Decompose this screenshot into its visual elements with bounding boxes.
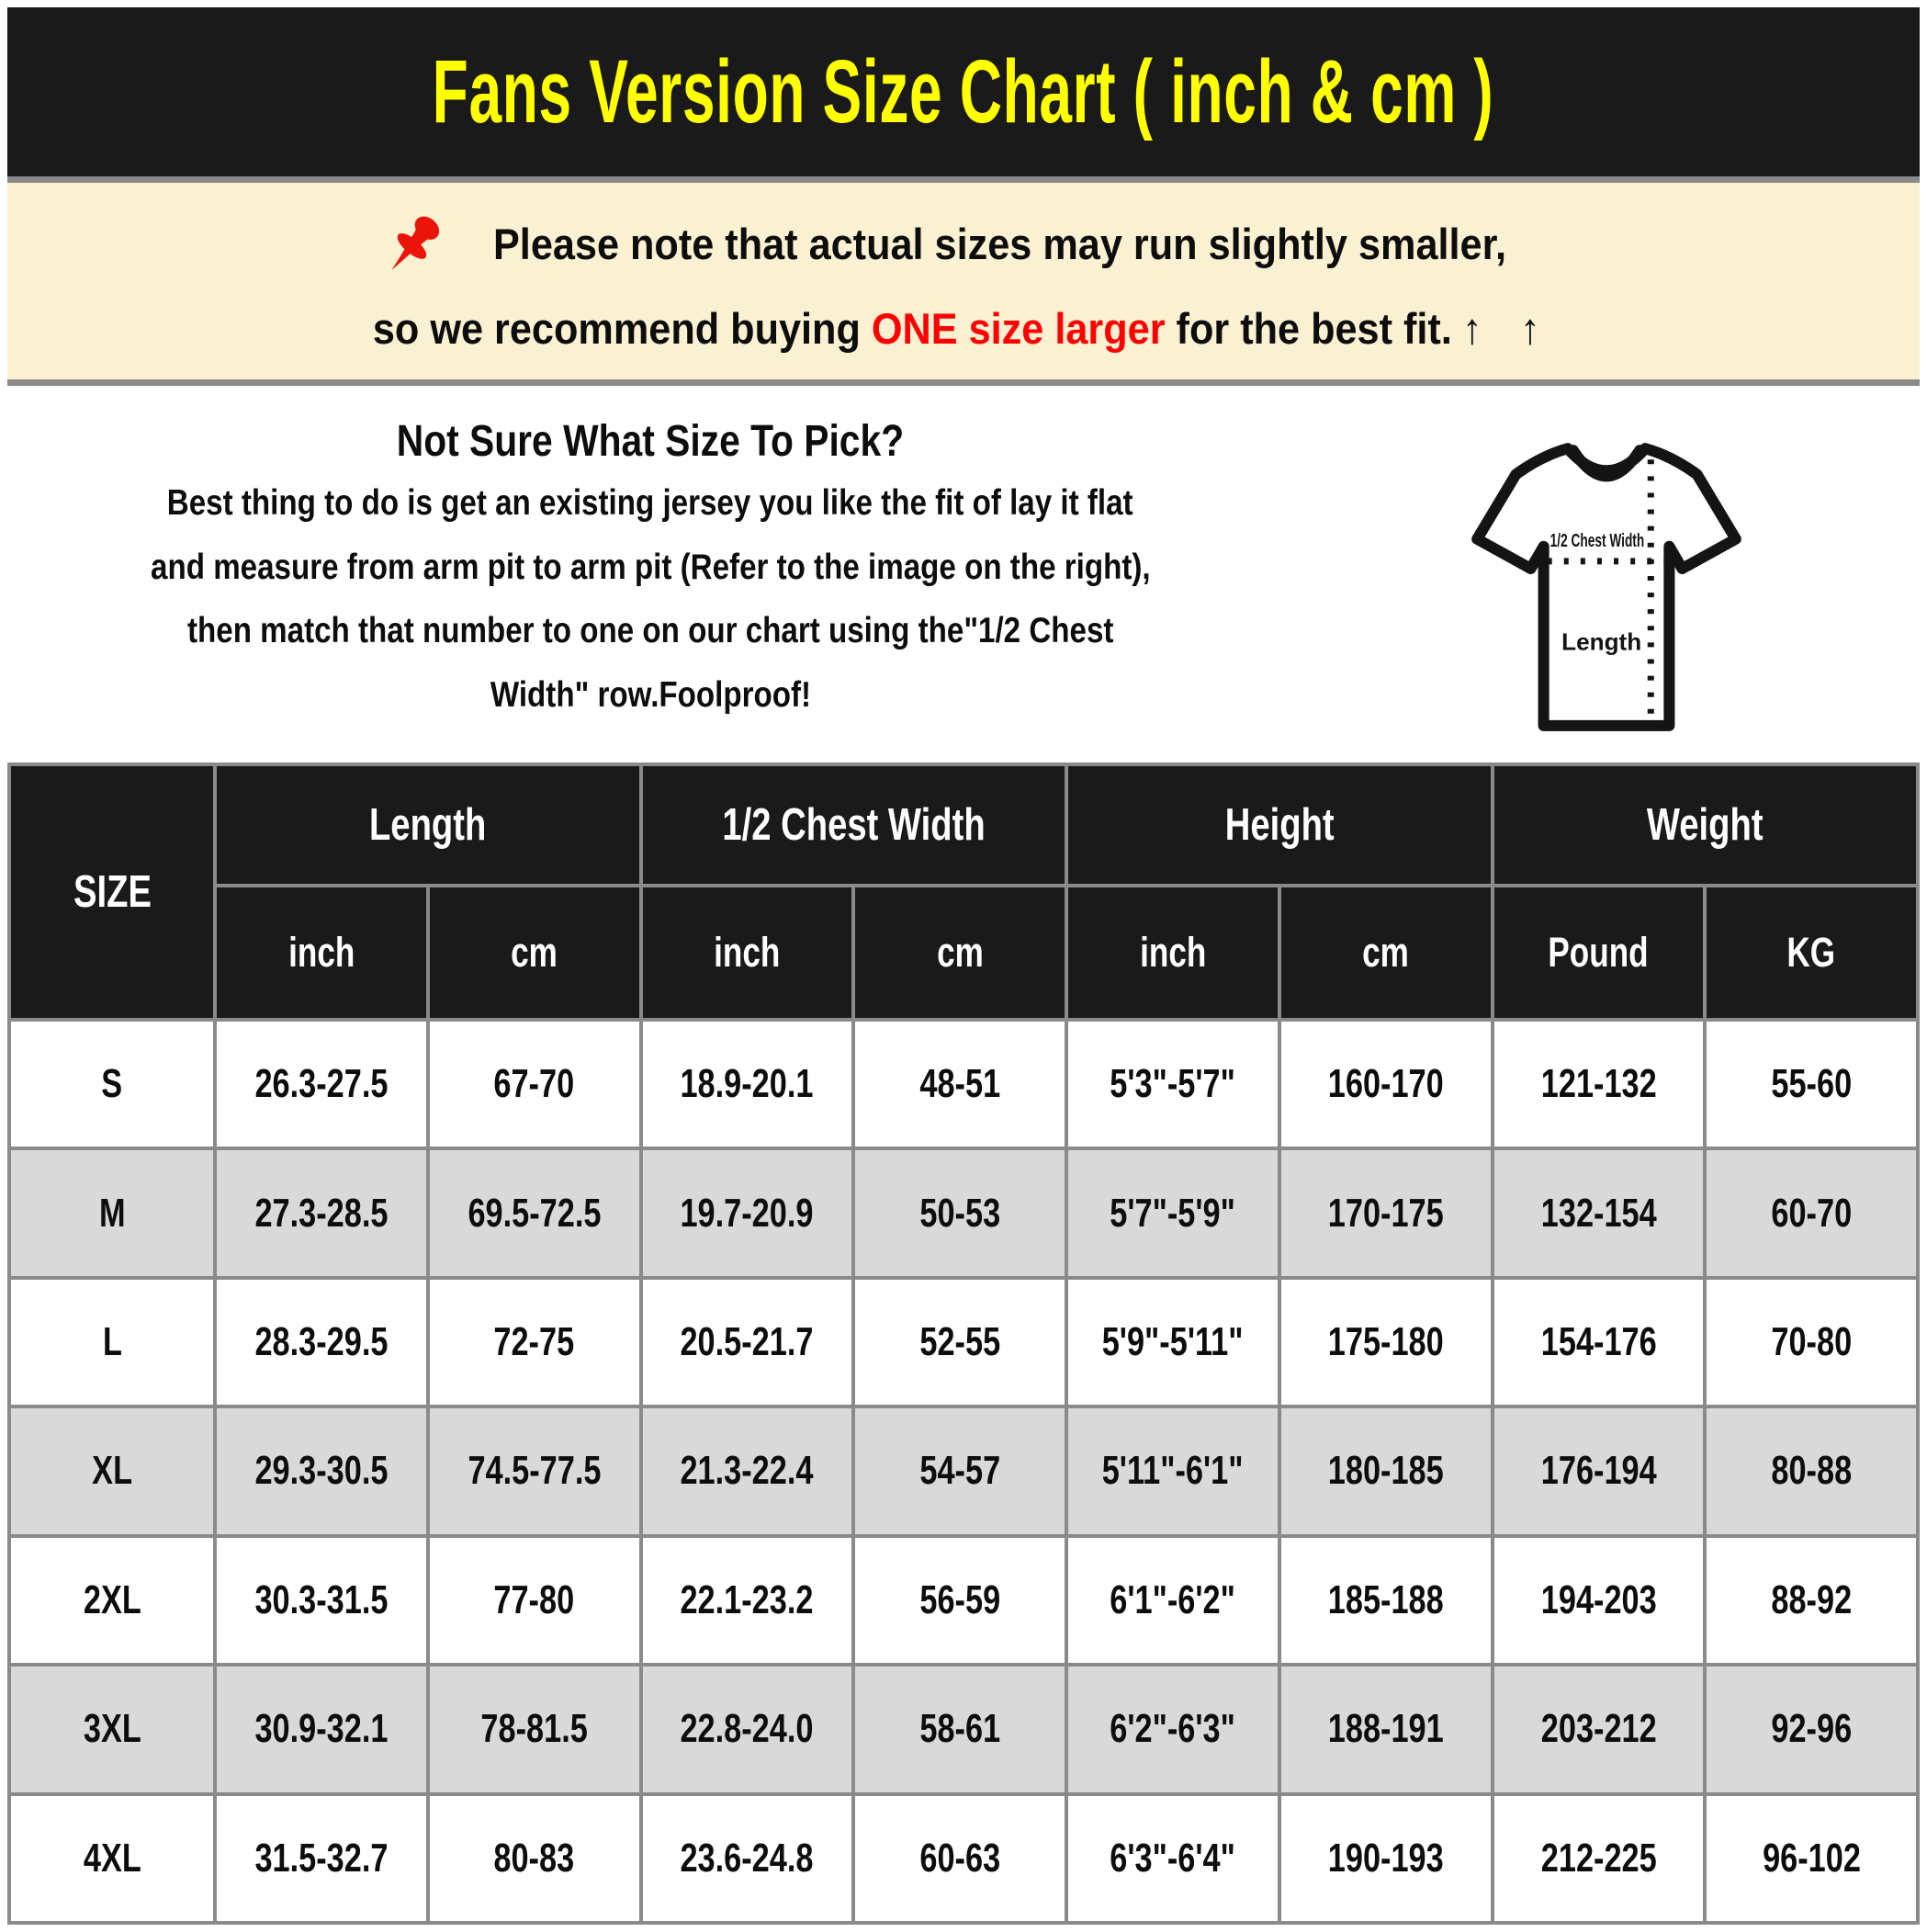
- cell-text: 22.8-24.0: [680, 1706, 814, 1752]
- unit-header-chest-inch: [641, 886, 854, 1020]
- value-cell: [853, 1020, 1066, 1148]
- column-group-label: 1/2 Chest Width: [722, 800, 986, 850]
- cell-text: 180-185: [1327, 1448, 1444, 1494]
- value-cell: [641, 1665, 854, 1793]
- value-cell: [1493, 1020, 1706, 1148]
- cell-text: 3XL: [83, 1706, 141, 1752]
- guide-heading-line: [352, 413, 949, 470]
- value-cell: [1279, 1407, 1493, 1535]
- cell-text: 190-193: [1327, 1835, 1444, 1881]
- value-cell: [1705, 1665, 1918, 1793]
- table-row: [9, 1665, 1918, 1793]
- size-guide-section: [7, 386, 1920, 763]
- cell-text: 70-80: [1771, 1319, 1853, 1365]
- cell-text: 4XL: [83, 1835, 141, 1881]
- unit-header-length-inch: [215, 886, 428, 1020]
- cell-text: 30.3-31.5: [254, 1576, 389, 1622]
- separator: [7, 176, 1920, 183]
- cell-text: 55-60: [1771, 1061, 1853, 1107]
- group-header-row: [9, 764, 1918, 886]
- cell-text: 80-88: [1771, 1448, 1853, 1494]
- column-group-height: [1066, 764, 1493, 886]
- unit-label: KG: [1786, 929, 1836, 976]
- cell-text: 5'3"-5'7": [1110, 1061, 1236, 1107]
- value-cell: [428, 1020, 641, 1148]
- cell-text: 160-170: [1327, 1061, 1444, 1107]
- value-cell: [1705, 1278, 1918, 1407]
- size-table-body: [9, 1020, 1918, 1923]
- value-cell: [853, 1665, 1066, 1793]
- tshirt-diagram: [1293, 413, 1920, 763]
- unit-header-height-cm: [1279, 886, 1493, 1020]
- cell-text: 176-194: [1540, 1448, 1657, 1494]
- value-cell: [1493, 1278, 1706, 1407]
- unit-label: inch: [287, 929, 355, 976]
- size-table-section: [7, 763, 1920, 1925]
- cell-text: 6'1"-6'2": [1110, 1576, 1236, 1622]
- cell-text: 6'3"-6'4": [1110, 1835, 1236, 1881]
- cell-text: 194-203: [1540, 1576, 1657, 1622]
- cell-text: 23.6-24.8: [680, 1835, 814, 1881]
- page-title: Fans Version Size Chart ( inch & cm ): [433, 41, 1494, 141]
- guide-line-text: Best thing to do is get an existing jersey you like the fit of lay it flat: [167, 483, 1133, 524]
- guide-line-text: then match that number to one on our chart using the"1/2 Chest: [186, 611, 1114, 651]
- value-cell: [1705, 1794, 1918, 1923]
- cell-text: 48-51: [919, 1061, 1001, 1107]
- value-cell: [1493, 1407, 1706, 1535]
- value-cell: [1705, 1148, 1918, 1277]
- cell-text: 58-61: [919, 1706, 1001, 1752]
- cell-text: 21.3-22.4: [680, 1448, 814, 1494]
- value-cell: [641, 1407, 854, 1535]
- cell-text: 69.5-72.5: [468, 1190, 602, 1236]
- cell-text: 185-188: [1327, 1576, 1444, 1622]
- unit-label: cm: [511, 929, 558, 976]
- cell-text: 175-180: [1327, 1319, 1444, 1365]
- tshirt-icon: [1459, 421, 1754, 744]
- size-cell: [9, 1407, 215, 1535]
- value-cell: [215, 1148, 428, 1277]
- cell-text: 31.5-32.7: [254, 1835, 389, 1881]
- table-row: [9, 1278, 1918, 1407]
- column-group-weight: [1493, 764, 1919, 886]
- value-cell: [428, 1794, 641, 1923]
- separator: [7, 379, 1920, 386]
- size-cell: [9, 1794, 215, 1923]
- value-cell: [1279, 1665, 1493, 1793]
- cell-text: 67-70: [493, 1061, 575, 1107]
- value-cell: [1493, 1665, 1706, 1793]
- note-text-2-prefix: so we recommend buying: [373, 303, 873, 353]
- cell-text: 74.5-77.5: [468, 1448, 602, 1494]
- guide-heading: Not Sure What Size To Pick?: [396, 417, 905, 466]
- size-cell: [9, 1665, 215, 1793]
- value-cell: [1066, 1665, 1279, 1793]
- value-cell: [215, 1536, 428, 1665]
- cell-text: 54-57: [919, 1448, 1001, 1494]
- cell-text: 26.3-27.5: [254, 1061, 389, 1107]
- note-banner: [7, 183, 1920, 379]
- table-row: [9, 1794, 1918, 1923]
- size-cell: [9, 1536, 215, 1665]
- unit-header-chest-cm: [853, 886, 1066, 1020]
- cell-text: 154-176: [1540, 1319, 1657, 1365]
- cell-text: 29.3-30.5: [254, 1448, 389, 1494]
- cell-text: 27.3-28.5: [254, 1190, 389, 1236]
- unit-label: cm: [1362, 929, 1409, 976]
- size-cell: [9, 1148, 215, 1277]
- cell-text: XL: [92, 1448, 132, 1494]
- unit-header-weight-pound: [1493, 886, 1706, 1020]
- value-cell: [641, 1278, 854, 1407]
- cell-text: S: [101, 1061, 123, 1107]
- unit-label: inch: [714, 929, 781, 976]
- value-cell: [853, 1278, 1066, 1407]
- column-group-chest-width: [641, 764, 1067, 886]
- up-arrows: ↑ ↑: [1462, 303, 1554, 353]
- guide-line: [106, 605, 1195, 658]
- value-cell: [428, 1148, 641, 1277]
- cell-text: 56-59: [919, 1576, 1001, 1622]
- cell-text: 80-83: [493, 1835, 575, 1881]
- value-cell: [641, 1536, 854, 1665]
- cell-text: 132-154: [1540, 1190, 1657, 1236]
- value-cell: [215, 1407, 428, 1535]
- cell-text: 5'7"-5'9": [1110, 1190, 1236, 1236]
- cell-text: 78-81.5: [480, 1706, 588, 1752]
- value-cell: [1279, 1020, 1493, 1148]
- size-header-label: SIZE: [73, 867, 152, 917]
- guide-line-text: and measure from arm pit to arm pit (Refer to the image on the right),: [150, 547, 1151, 587]
- unit-label: inch: [1139, 929, 1206, 976]
- cell-text: 188-191: [1327, 1706, 1444, 1752]
- value-cell: [1493, 1148, 1706, 1277]
- pushpin-icon: [378, 209, 449, 280]
- unit-label: cm: [936, 929, 984, 976]
- note-text-1: Please note that actual sizes may run slightly smaller,: [492, 219, 1506, 268]
- note-text-2-suffix: for the best fit.: [1165, 303, 1453, 353]
- column-group-label: Height: [1224, 800, 1335, 850]
- size-chart-page: [7, 7, 1920, 1925]
- note-line-2: [321, 304, 1605, 354]
- value-cell: [853, 1407, 1066, 1535]
- cell-text: 72-75: [493, 1319, 575, 1365]
- column-group-label: Weight: [1646, 800, 1764, 850]
- guide-text: [7, 413, 1293, 763]
- cell-text: 5'11"-6'1": [1101, 1448, 1244, 1494]
- unit-header-row: [9, 886, 1918, 1020]
- cell-text: 2XL: [83, 1576, 141, 1622]
- note-line-1: [378, 209, 1550, 280]
- value-cell: [1279, 1794, 1493, 1923]
- value-cell: [1066, 1536, 1279, 1665]
- value-cell: [641, 1148, 854, 1277]
- cell-text: M: [98, 1190, 126, 1236]
- size-column-header: [9, 764, 215, 1020]
- cell-text: L: [102, 1319, 122, 1365]
- unit-header-height-inch: [1066, 886, 1279, 1020]
- value-cell: [215, 1665, 428, 1793]
- value-cell: [1066, 1148, 1279, 1277]
- cell-text: 60-70: [1771, 1190, 1853, 1236]
- chest-width-label: 1/2 Chest Width: [1549, 530, 1645, 551]
- cell-text: 18.9-20.1: [680, 1061, 814, 1107]
- value-cell: [853, 1148, 1066, 1277]
- value-cell: [853, 1536, 1066, 1665]
- cell-text: 5'9"-5'11": [1101, 1319, 1244, 1365]
- cell-text: 212-225: [1540, 1835, 1657, 1881]
- value-cell: [641, 1020, 854, 1148]
- value-cell: [215, 1278, 428, 1407]
- table-row: [9, 1407, 1918, 1535]
- highlight-one-size-larger: ONE size larger: [872, 303, 1166, 353]
- cell-text: 170-175: [1327, 1190, 1444, 1236]
- size-cell: [9, 1278, 215, 1407]
- cell-text: 19.7-20.9: [680, 1190, 814, 1236]
- table-row: [9, 1148, 1918, 1277]
- cell-text: 22.1-23.2: [680, 1576, 814, 1622]
- guide-line: [462, 670, 840, 722]
- table-row: [9, 1536, 1918, 1665]
- value-cell: [1066, 1407, 1279, 1535]
- value-cell: [853, 1794, 1066, 1923]
- size-table-head: [9, 764, 1918, 1020]
- unit-header-weight-kg: [1705, 886, 1918, 1020]
- value-cell: [1705, 1407, 1918, 1535]
- cell-text: 203-212: [1540, 1706, 1657, 1752]
- cell-text: 30.9-32.1: [254, 1706, 389, 1752]
- cell-text: 121-132: [1540, 1061, 1657, 1107]
- value-cell: [428, 1407, 641, 1535]
- value-cell: [428, 1278, 641, 1407]
- value-cell: [1493, 1794, 1706, 1923]
- cell-text: 88-92: [1771, 1576, 1853, 1622]
- value-cell: [1705, 1536, 1918, 1665]
- value-cell: [1279, 1148, 1493, 1277]
- column-group-length: [215, 764, 641, 886]
- guide-line: [82, 478, 1218, 530]
- table-row: [9, 1020, 1918, 1148]
- cell-text: 92-96: [1771, 1706, 1853, 1752]
- value-cell: [1066, 1278, 1279, 1407]
- value-cell: [1279, 1536, 1493, 1665]
- guide-line: [62, 542, 1239, 594]
- value-cell: [641, 1794, 854, 1923]
- title-bar: [7, 7, 1920, 176]
- value-cell: [428, 1665, 641, 1793]
- note-text-2: [373, 304, 1553, 354]
- value-cell: [1066, 1020, 1279, 1148]
- cell-text: 6'2"-6'3": [1110, 1706, 1236, 1752]
- cell-text: 60-63: [919, 1835, 1001, 1881]
- unit-label: Pound: [1548, 929, 1649, 976]
- cell-text: 96-102: [1762, 1835, 1861, 1881]
- cell-text: 52-55: [919, 1319, 1001, 1365]
- cell-text: 20.5-21.7: [680, 1319, 814, 1365]
- cell-text: 28.3-29.5: [254, 1319, 389, 1365]
- cell-text: 77-80: [493, 1576, 575, 1622]
- value-cell: [1066, 1794, 1279, 1923]
- size-cell: [9, 1020, 215, 1148]
- cell-text: 50-53: [919, 1190, 1001, 1236]
- value-cell: [1493, 1536, 1706, 1665]
- value-cell: [428, 1536, 641, 1665]
- unit-header-length-cm: [428, 886, 641, 1020]
- column-group-label: Length: [369, 800, 487, 850]
- size-table: [7, 763, 1920, 1925]
- length-label: Length: [1561, 627, 1642, 656]
- value-cell: [215, 1020, 428, 1148]
- value-cell: [215, 1794, 428, 1923]
- guide-line-text: Width" row.Foolproof!: [490, 675, 811, 716]
- value-cell: [1279, 1278, 1493, 1407]
- value-cell: [1705, 1020, 1918, 1148]
